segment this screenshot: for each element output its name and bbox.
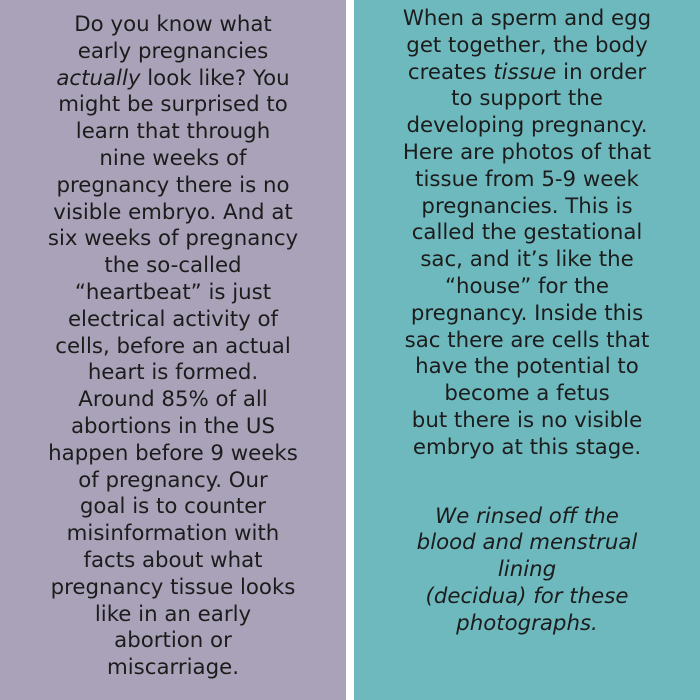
note-line: lining: [497, 557, 557, 583]
emphasized-word: tissue: [493, 59, 557, 85]
text-run: When a sperm and egg: [402, 6, 652, 31]
text-run: have the potential to: [415, 354, 639, 380]
left-paragraph: [0, 12, 346, 682]
text-run: miscarriage.: [106, 655, 239, 681]
text-line: [354, 167, 700, 194]
text-line: [354, 301, 700, 328]
text-run: pregnancy. Inside this: [410, 300, 644, 326]
text-line: [0, 173, 346, 200]
text-line: [354, 113, 700, 140]
text-line: [0, 92, 346, 119]
text-run: creates: [407, 59, 494, 85]
text-run: pregnancies. This is: [421, 193, 633, 219]
note-line: blood and menstrual: [416, 530, 638, 556]
text-line: [354, 247, 700, 274]
text-run: pregnancy tissue looks: [50, 574, 296, 600]
emphasized-word: actually: [56, 65, 141, 91]
text-run: in order: [556, 59, 647, 85]
text-run: visible embryo. And at: [53, 199, 293, 225]
text-run: might be surprised to: [58, 92, 288, 118]
paragraph-gap: [354, 462, 700, 504]
text-run: of pregnancy. Our: [78, 467, 268, 493]
right-text-panel: [354, 0, 700, 700]
text-line: [0, 12, 346, 39]
text-line: [0, 226, 346, 253]
text-line: [354, 33, 700, 60]
text-line: [0, 468, 346, 495]
text-run: early pregnancies: [77, 38, 269, 64]
text-run: to support the: [451, 86, 603, 112]
text-line: [354, 194, 700, 221]
note-line: (decidua) for these: [425, 583, 629, 609]
text-line: [354, 381, 700, 408]
text-line: [354, 354, 700, 381]
text-line: [0, 66, 346, 93]
text-line: [0, 575, 346, 602]
text-run: embryo at this stage.: [412, 434, 642, 460]
text-line: [354, 408, 700, 435]
text-run: happen before 9 weeks: [48, 440, 298, 466]
text-run: “heartbeat” is just: [74, 279, 272, 305]
text-run: nine weeks of: [99, 145, 247, 171]
text-run: cells, before an actual: [55, 333, 291, 359]
text-run: misinformation with: [66, 521, 280, 547]
text-run: sac, and it’s like the: [420, 247, 634, 273]
text-run: Around 85% of all: [78, 387, 268, 413]
text-run: look like? You: [140, 65, 290, 91]
text-run: “house” for the: [444, 273, 610, 299]
rinse-note: [354, 504, 700, 638]
text-line: [354, 435, 700, 462]
text-run: get together, the body: [406, 32, 648, 58]
text-run: goal is to counter: [79, 494, 267, 520]
text-line: [0, 655, 346, 682]
text-line: [0, 119, 346, 146]
text-line: [0, 387, 346, 414]
text-run: developing pregnancy.: [406, 113, 648, 139]
text-line: [354, 86, 700, 113]
text-line: [0, 307, 346, 334]
text-line: [0, 146, 346, 173]
text-line: [0, 494, 346, 521]
text-run: abortion or: [114, 628, 232, 654]
text-line: [0, 602, 346, 629]
text-run: six weeks of pregnancy: [47, 226, 299, 252]
text-line: [0, 280, 346, 307]
text-line: [0, 414, 346, 441]
text-run: called the gestational: [411, 220, 643, 246]
text-line: [354, 60, 700, 87]
text-run: sac there are cells that: [404, 327, 650, 353]
text-line: [354, 140, 700, 167]
text-run: electrical activity of: [67, 306, 279, 332]
text-line: [0, 360, 346, 387]
text-line: [0, 253, 346, 280]
text-line: [0, 628, 346, 655]
text-line: [0, 200, 346, 227]
text-run: Do you know what: [74, 12, 272, 37]
text-run: facts about what: [83, 547, 263, 573]
text-line: [0, 334, 346, 361]
text-line: [354, 274, 700, 301]
text-run: pregnancy there is no: [56, 172, 290, 198]
text-run: but there is no visible: [411, 407, 643, 433]
text-run: the so-called: [104, 253, 242, 279]
text-run: abortions in the US: [70, 413, 276, 439]
text-line: [354, 328, 700, 355]
text-run: learn that through: [75, 119, 271, 145]
text-line: [0, 39, 346, 66]
text-line: [0, 521, 346, 548]
text-run: heart is formed.: [87, 360, 259, 386]
right-paragraph: [354, 6, 700, 462]
text-line: [0, 548, 346, 575]
text-run: tissue from 5-9 week: [415, 166, 639, 192]
text-line: [354, 6, 700, 33]
text-run: become a fetus: [444, 381, 610, 407]
left-text-panel: [0, 0, 346, 700]
text-run: like in an early: [94, 601, 252, 627]
note-line: photographs.: [456, 610, 598, 636]
text-line: [0, 441, 346, 468]
note-line: We rinsed off the: [435, 503, 619, 529]
text-run: Here are photos of that: [402, 139, 652, 165]
text-line: [354, 220, 700, 247]
